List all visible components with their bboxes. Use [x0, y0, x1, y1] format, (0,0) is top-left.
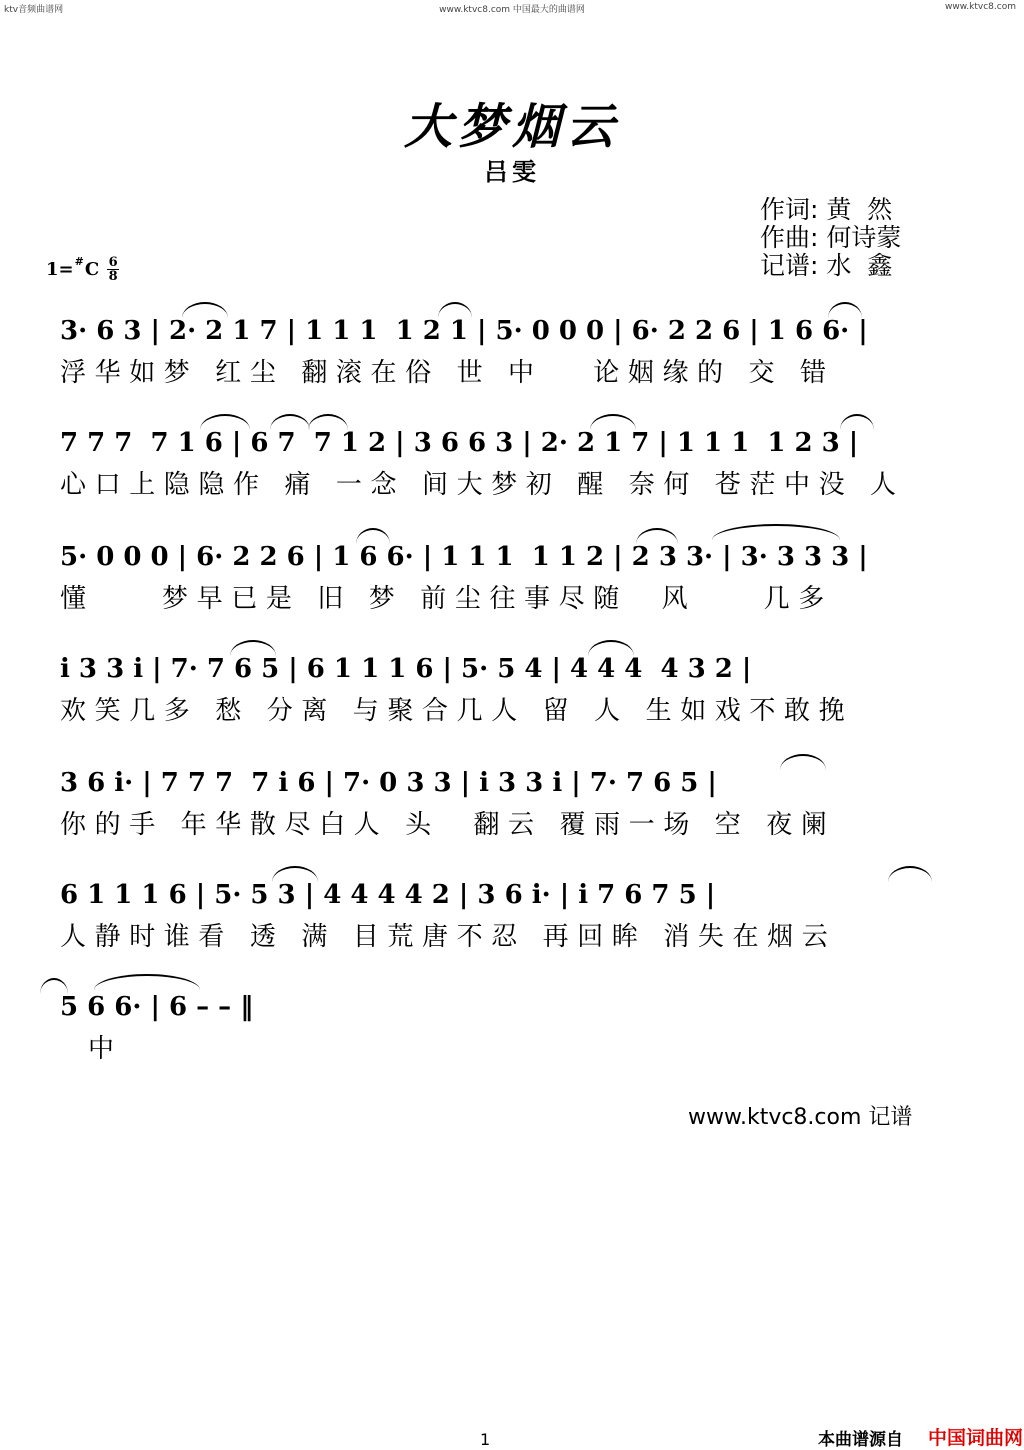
composer-credit: 作曲: 何诗蒙 — [760, 223, 902, 252]
singer-name: 吕雯 — [484, 158, 540, 186]
header-center-site: www.ktvc8.com 中国最大的曲谱网 — [439, 5, 585, 15]
notation-line-2: 7 7 7 7 1 6 | 6 7 7 1 2 | 3 6 6 3 | 2· 2 1 7 | 1 1 1 1 2 3 | — [60, 428, 859, 458]
notation-line-4: i 3 3 i | 7· 7 6 5 | 6 1 1 1 6 | 5· 5 4 | 4 4 4 4 3 2 | — [60, 654, 752, 684]
tie-mark — [230, 640, 276, 656]
tie-mark — [590, 414, 636, 430]
lyrics-line-1: 浮华如梦 红尘 翻滚在俗 世 中 论姻缘的 交 错 — [60, 358, 835, 388]
tie-mark — [270, 414, 310, 430]
header-right-site: www.ktvc8.com — [945, 2, 1016, 12]
notation-line-3: 5· 0 0 0 | 6· 2 2 6 | 1 6 6· | 1 1 1 1 1 2 | 2 3 3· | 3· 3 3 3 | — [60, 542, 868, 572]
tie-mark — [308, 414, 348, 430]
song-title: 大梦烟云 — [403, 99, 620, 155]
lyrics-line-6: 人静时谁看 透 满 目荒唐不忍 再回眸 消失在烟云 — [60, 922, 837, 952]
source-label: 本曲谱源自 — [818, 1430, 903, 1450]
lyrics-line-3: 懂 梦早已是 旧 梦 前尘往事尽随 风 几多 — [60, 584, 833, 614]
tie-mark — [272, 866, 318, 882]
tie-mark — [840, 414, 874, 430]
notation-credit: 记谱: 水 鑫 — [760, 251, 893, 280]
lyrics-line-4: 欢笑几多 愁 分离 与聚合几人 留 人 生如戏不敢挽 — [60, 696, 854, 726]
lyrics-line-5: 你的手 年华散尽白人 头 翻云 覆雨一场 空 夜阑 — [60, 810, 836, 840]
time-bottom: 8 — [108, 269, 118, 284]
lyrics-line-2: 心口上隐隐作 痛 一念 间大梦初 醒 奈何 苍茫中没 人 — [60, 470, 905, 500]
lyrics-line-7: 中 — [88, 1034, 123, 1064]
page-number: 1 — [480, 1430, 491, 1449]
source-site-link[interactable]: 中国词曲网 — [928, 1427, 1024, 1449]
tie-mark — [588, 640, 634, 656]
tie-mark — [828, 302, 862, 318]
notation-line-1: 3· 6 3 | 2· 2 1 7 | 1 1 1 1 2 1 | 5· 0 0 0 | 6· 2 2 6 | 1 6 6· | — [60, 316, 868, 346]
time-top: 6 — [108, 255, 118, 270]
tie-mark — [356, 528, 390, 544]
tie-mark — [182, 302, 228, 318]
tie-mark — [438, 302, 472, 318]
tie-mark — [94, 974, 200, 990]
notation-line-7: 5 6 6· | 6 – – ‖ — [60, 992, 254, 1022]
tie-mark — [712, 524, 840, 540]
notation-line-5: 3 6 i· | 7 7 7 7 i 6 | 7· 0 3 3 | i 3 3 i | 7· 7 6 5 | — [60, 768, 717, 798]
header-left-site: ktv音频曲谱网 — [4, 5, 64, 15]
tie-mark — [888, 866, 932, 882]
tie-mark — [40, 978, 68, 994]
key-signature — [46, 256, 119, 283]
key-prefix: 1= — [46, 259, 74, 280]
tie-mark — [636, 528, 678, 544]
tie-mark — [200, 414, 250, 430]
key-sharp: # — [74, 255, 84, 268]
tie-mark — [780, 754, 826, 770]
notation-line-6: 6 1 1 1 6 | 5· 5 3 | 4 4 4 4 2 | 3 6 i· | i 7 6 7 5 | — [60, 880, 716, 910]
time-signature — [107, 256, 119, 283]
notation-credit-footer: www.ktvc8.com 记谱 — [688, 1105, 913, 1130]
key-tonic: C — [84, 259, 100, 280]
lyricist-credit: 作词: 黄 然 — [760, 195, 893, 224]
